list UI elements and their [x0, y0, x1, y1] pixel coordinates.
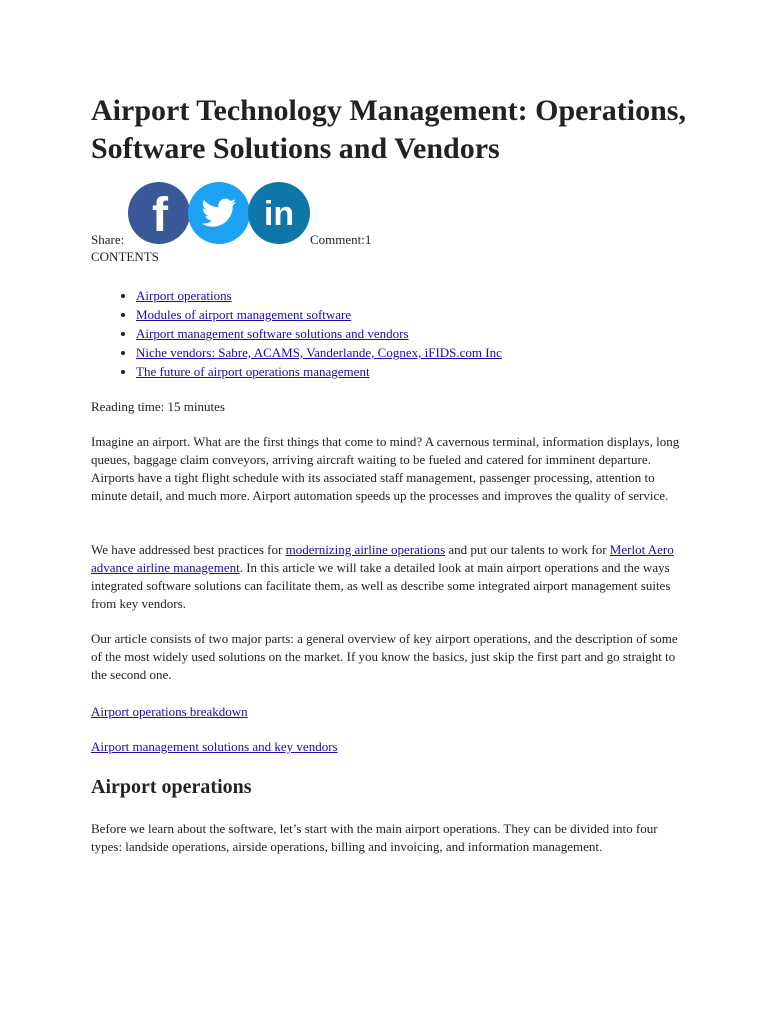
facebook-glyph: f — [152, 189, 168, 242]
toc-item — [136, 324, 502, 343]
link-merlot-aero[interactable]: Merlot Aero — [609, 542, 674, 557]
contents-heading: CONTENTS — [91, 249, 159, 264]
toc-link-niche-vendors[interactable]: Niche vendors: Sabre, ACAMS, Vanderlande, Cognex, iFIDS.com Inc — [136, 345, 502, 360]
linkedin-glyph: in — [263, 195, 295, 233]
toc-link-airport-operations[interactable]: Airport operations — [136, 288, 232, 303]
best-practices-paragraph — [91, 541, 686, 613]
intro-paragraph: Imagine an airport. What are the first things that come to mind? A cavernous terminal, information displays, long queues, baggage claim conveyors, arriving aircraft waiting to be fueled and catered for imminent departure. Airports have a tight flight schedule with its associated staff management, passenger processing, attention to minute detail, and much more. Airport automation speeds up the processes and improves the quality of service. — [91, 434, 680, 503]
toc-item — [136, 286, 502, 305]
toc-link-modules[interactable]: Modules of airport management software — [136, 307, 352, 322]
link-airport-operations-breakdown[interactable]: Airport operations breakdown — [91, 704, 248, 719]
table-of-contents — [91, 286, 502, 381]
link-advance-airline-management[interactable]: advance airline management — [91, 560, 240, 575]
share-label: Share: — [91, 232, 125, 247]
toc-link-future[interactable]: The future of airport operations management — [136, 364, 370, 379]
facebook-icon[interactable] — [128, 182, 190, 244]
text-segment: and put our talents to work for — [445, 542, 610, 557]
linkedin-icon[interactable] — [248, 182, 310, 244]
article-structure-paragraph: Our article consists of two major parts: a general overview of key airport operations, and the description of some of the most widely used solutions on the market. If you know the basics, just skip the first part and go straight to the second one. — [91, 631, 678, 682]
twitter-icon[interactable] — [188, 182, 250, 244]
breakdown-link-line — [91, 704, 248, 720]
solutions-link-line — [91, 739, 338, 755]
text-segment: . In this article we will take a detailed look at main airport operations and the ways integrated software solutions can facilitate them, as well as describe some integrated airport management suites from key vendors. — [91, 560, 671, 611]
comment-count: Comment:1 — [310, 232, 372, 247]
share-bar — [91, 182, 691, 248]
text-segment: We have addressed best practices for — [91, 542, 286, 557]
toc-item — [136, 305, 502, 324]
page-title: Airport Technology Management: Operations, Software Solutions and Vendors — [91, 94, 686, 165]
toc-item — [136, 362, 502, 381]
link-modernizing-airline-operations[interactable]: modernizing airline operations — [285, 542, 446, 557]
reading-time: Reading time: 15 minutes — [91, 399, 225, 414]
toc-link-solutions-vendors[interactable]: Airport management software solutions and vendors — [136, 326, 409, 341]
toc-item — [136, 343, 502, 362]
section-heading-airport-operations: Airport operations — [91, 776, 252, 798]
link-management-solutions-vendors[interactable]: Airport management solutions and key vendors — [91, 739, 338, 754]
operations-intro-paragraph: Before we learn about the software, let’s start with the main airport operations. They can be divided into four types: landside operations, airside operations, billing and invoicing, and information management. — [91, 821, 658, 854]
